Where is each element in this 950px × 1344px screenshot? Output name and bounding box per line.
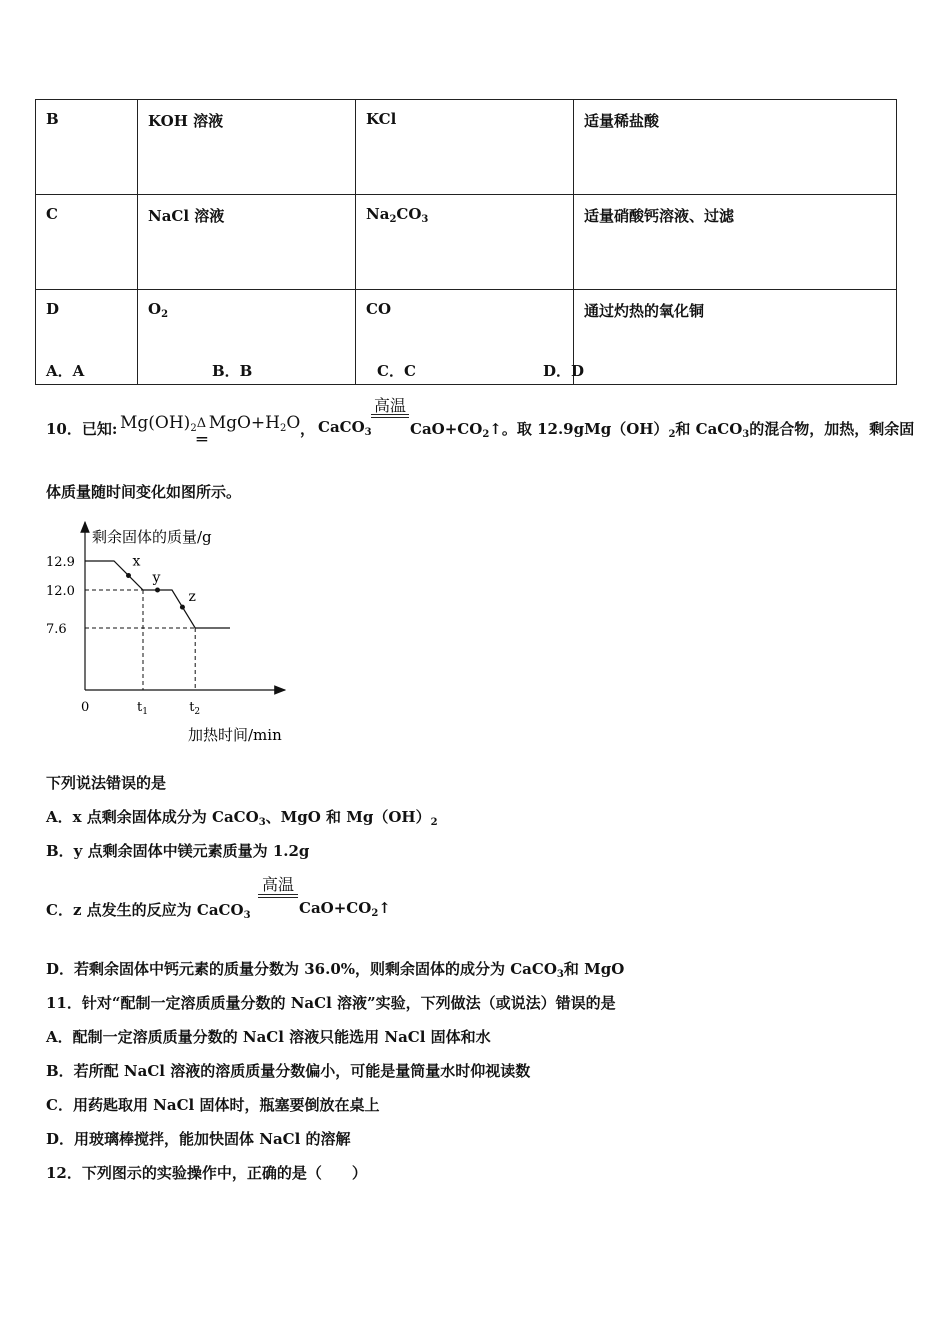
options-table	[35, 99, 897, 385]
q11-stem: 11．针对“配制一定溶质质量分数的 NaCl 溶液”实验，下列做法（或说法）错误的是	[46, 994, 616, 1012]
y-tick-label: 12.9	[46, 555, 75, 570]
method-cell: 适量稀盐酸	[574, 100, 897, 195]
mass-time-chart	[40, 518, 300, 748]
choice-c: C．C	[377, 362, 416, 380]
choice-b: B．B	[212, 362, 253, 380]
choice-a: A．A	[46, 362, 85, 380]
equation-2-left: CaCO$_3$	[318, 418, 372, 438]
double-line	[371, 414, 409, 418]
impurity-cell: CO	[356, 290, 574, 385]
q10-option-c-right: $CaO+CO_2↑$	[299, 899, 391, 919]
point-z	[180, 605, 185, 610]
row-label: D	[36, 290, 138, 385]
q12-stem: 12．下列图示的实验操作中，正确的是（ ）	[46, 1164, 367, 1182]
x-tick-label: $t_1$	[137, 700, 148, 717]
q10-option-c: C．z 点发生的反应为 CaCO$_3$	[46, 901, 251, 921]
method-cell: 适量硝酸钙溶液、过滤	[574, 195, 897, 290]
double-line	[258, 894, 298, 898]
point-x	[126, 573, 131, 578]
point-y	[155, 588, 160, 593]
row-label: B	[36, 100, 138, 195]
x-axis-label: 加热时间/min	[188, 726, 282, 744]
high-temp-condition: 高温	[373, 396, 406, 415]
table-row	[36, 290, 897, 385]
high-temp-condition: 高温	[261, 875, 294, 894]
point-x-label: x	[132, 553, 141, 570]
substance-cell: $O_2$	[138, 290, 356, 385]
point-z-label: z	[188, 589, 196, 606]
substance-cell: NaCl 溶液	[138, 195, 356, 290]
impurity-cell: $Na_2CO_3$	[356, 195, 574, 290]
x-tick-label: 0	[81, 700, 90, 715]
method-cell: 通过灼热的氧化铜	[574, 290, 897, 385]
choice-d: D．D	[543, 362, 585, 380]
y-tick-label: 7.6	[46, 622, 67, 637]
q10-option-d: D．若剩余固体中钙元素的质量分数为 36.0%，则剩余固体的成分为 CaCO$_3$和 MgO	[46, 960, 625, 980]
y-tick-label: 12.0	[46, 584, 75, 599]
x-tick-label: $t_2$	[189, 700, 201, 717]
q10-option-a: A．x 点剩余固体成分为 CaCO$_3$、MgO 和 $Mg(OH)_2$	[46, 808, 438, 828]
impurity-cell: KCl	[356, 100, 574, 195]
q10-question: 下列说法错误的是	[46, 774, 167, 792]
q10-option-b: B．y 点剩余固体中镁元素质量为 1.2g	[46, 842, 310, 860]
row-label: C	[36, 195, 138, 290]
point-y-label: y	[152, 570, 161, 586]
delta-condition: Δ	[196, 416, 207, 431]
q10-stem-line2: 体质量随时间变化如图所示。	[46, 483, 242, 501]
substance-cell: KOH 溶液	[138, 100, 356, 195]
equation-2-right: $CaO+CO_2↑$。取 $12.9gMg(OH)_2$和 CaCO$_3$的混合物，加热，剩余固	[410, 420, 915, 440]
q11-option-a: A．配制一定溶质质量分数的 NaCl 溶液只能选用 NaCl 固体和水	[46, 1028, 491, 1046]
table-row	[36, 195, 897, 290]
q11-option-d: D．用玻璃棒搅拌，能加快固体 NaCl 的溶解	[46, 1130, 351, 1148]
y-axis-label: 剩余固体的质量/g	[92, 528, 212, 546]
q10-stem: 10．已知:	[46, 420, 118, 438]
equation-1: $Mg(OH)_2$ Δ ═ $MgO+H_2O$	[120, 413, 301, 450]
comma: ，	[300, 420, 316, 438]
q11-option-b: B．若所配 NaCl 溶液的溶质质量分数偏小，可能是量筒量水时仰视读数	[46, 1062, 531, 1080]
table-row	[36, 100, 897, 195]
q11-option-c: C．用药匙取用 NaCl 固体时，瓶塞要倒放在桌上	[46, 1096, 380, 1114]
